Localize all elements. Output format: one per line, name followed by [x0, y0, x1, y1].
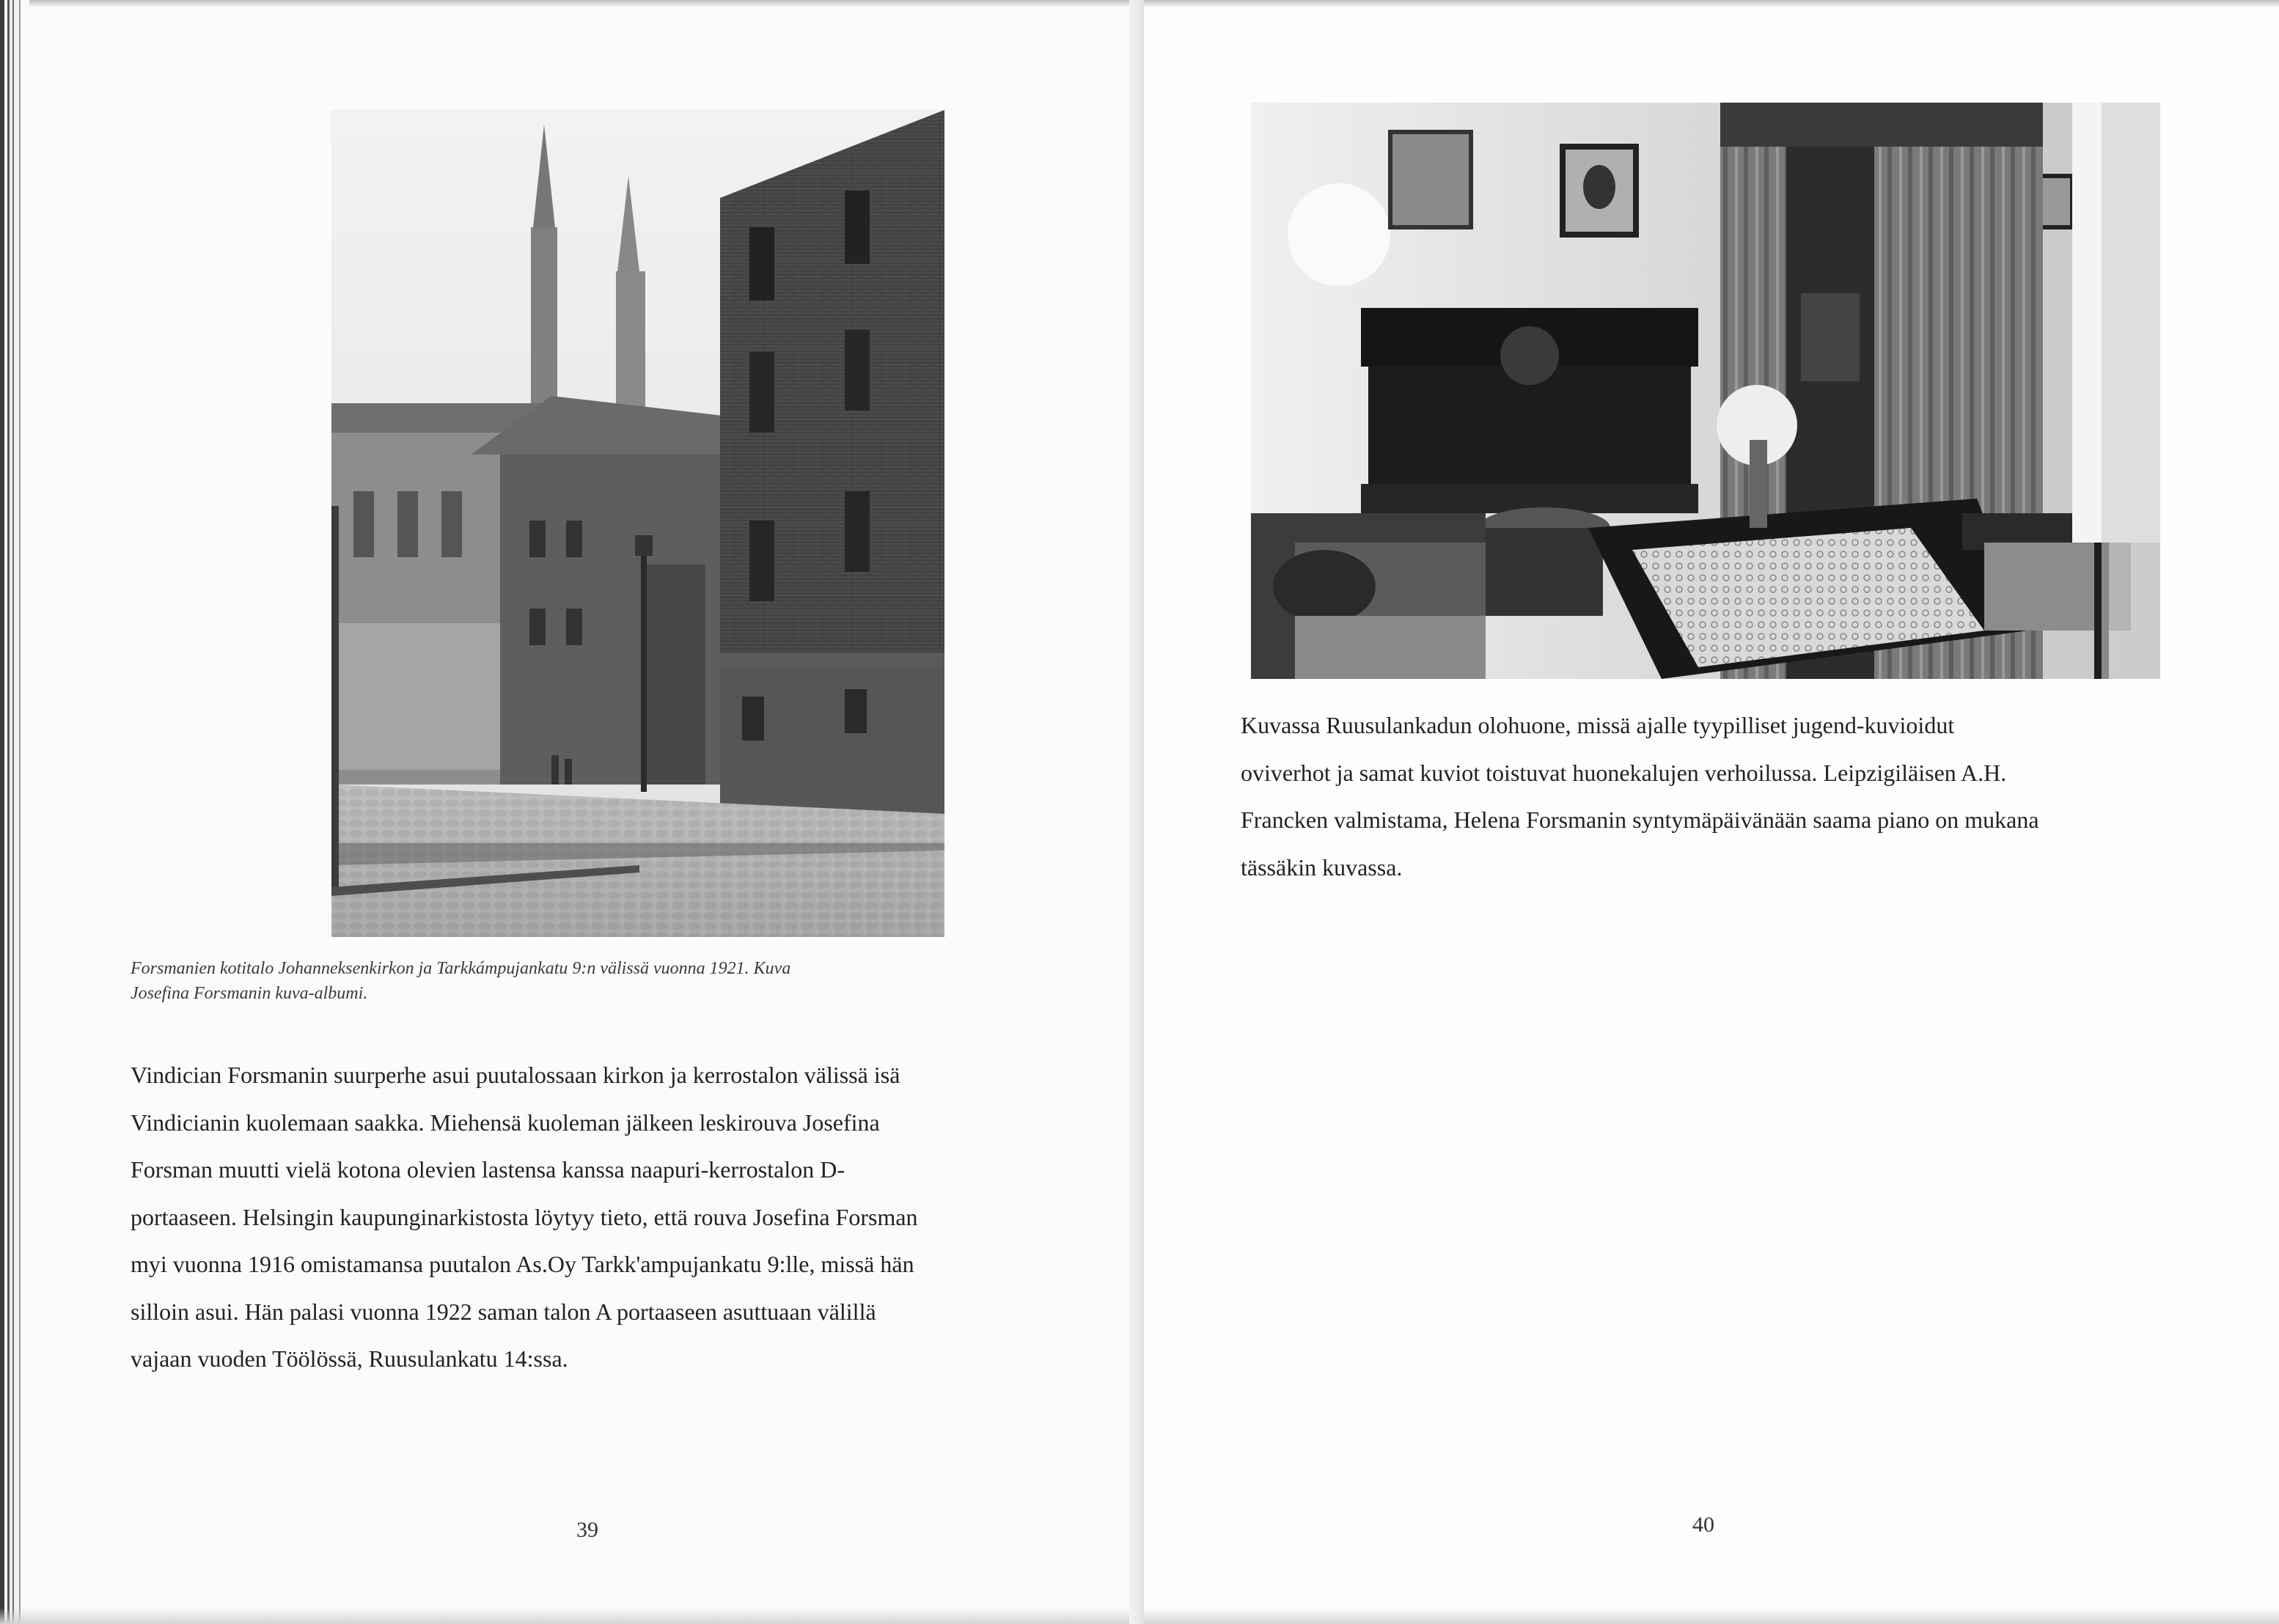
street-photo-drawing — [331, 110, 944, 937]
page-edge-lines — [0, 0, 34, 1624]
page-number: 40 — [1692, 1513, 1714, 1537]
body-paragraph: Vindician Forsmanin suurperhe asui puutalossaan kirkon ja kerrostalon välissä isä Vindicianin kuolemaan saakka. Miehensä kuoleman jälkeen leskirouva Josefina Forsman muutti vielä kotona olevien lastensa kanssa naapuri-kerrostalon D- portaaseen. Helsingin kaupunginarkistosta löytyy tieto, että rouva Josefina Forsman myi vuonna 1916 omistamansa puutalon As.Oy Tarkk'ampujankatu 9:lle, missä hän silloin asui. Hän palasi vuonna 1922 saman talon A portaaseen asuttuaan välillä vajaan vuoden Töölössä, Ruusulankatu 14:ssa. — [131, 1062, 918, 1372]
interior-photo — [1251, 103, 2160, 679]
bottom-shade — [0, 1608, 1144, 1624]
top-shadow — [29, 0, 1129, 7]
interior-photo-caption: Kuvassa Ruusulankadun olohuone, missä ajalle tyypilliset jugend-kuvioidut oviverhot ja samat kuviot toistuvat huonekalujen verhoilussa. Leipzigiläisen A.H. Francken valmistama, Helena Forsmanin syntymäpäivänään saama piano on mukana tässäkin kuvassa. — [1241, 712, 2039, 881]
bottom-shade — [1144, 1608, 2279, 1624]
street-photo — [331, 110, 944, 937]
top-shadow — [1144, 0, 2279, 7]
photo-caption: Forsmanien kotitalo Johanneksenkirkon ja Tarkkámpujankatu 9:n välissä vuonna 1921. Kuva Josefina Forsmanin kuva-albumi. — [131, 959, 791, 1003]
page-number: 39 — [576, 1518, 598, 1542]
interior-photo-drawing — [1251, 103, 2160, 679]
